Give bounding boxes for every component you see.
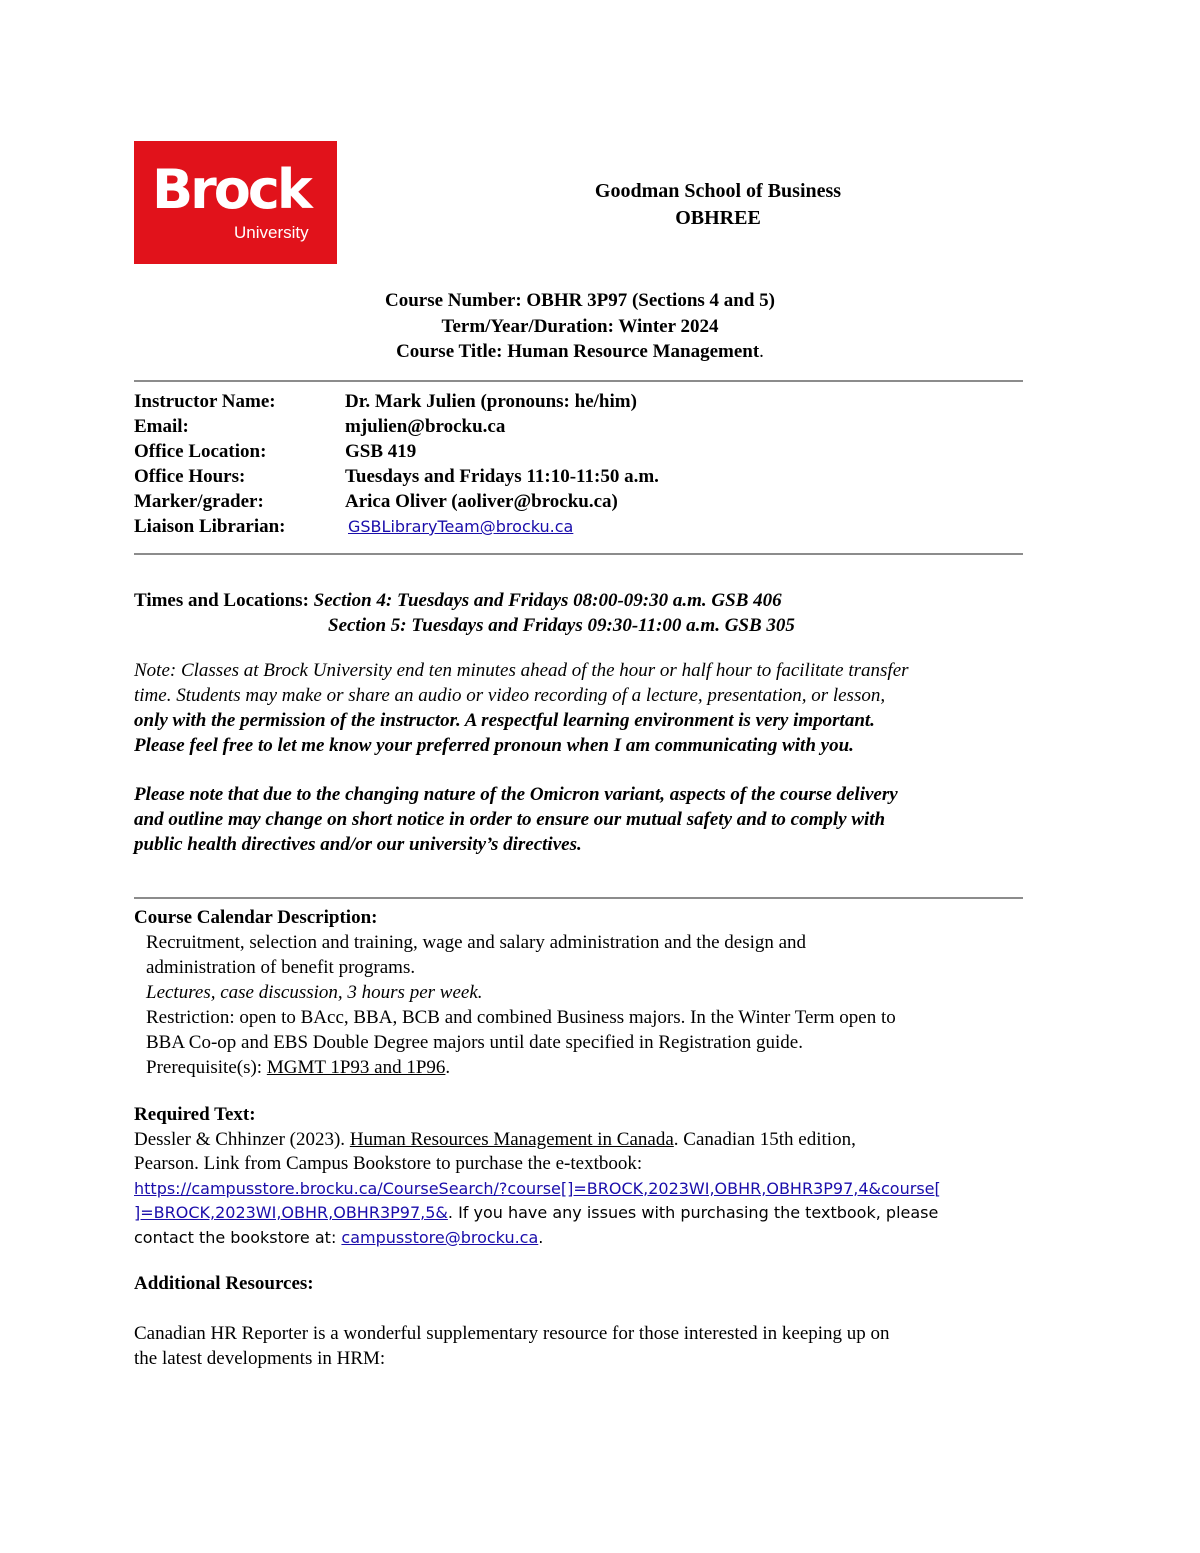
- omicron-line: Please note that due to the changing nature of the Omicron variant, aspects of the course delivery: [134, 784, 898, 805]
- course-header: [300, 288, 860, 365]
- omicron-notice: [134, 782, 1034, 857]
- bookstore-link-continued[interactable]: ]=BROCK,2023WI,OBHR,OBHR3P97,5&: [134, 1203, 448, 1222]
- additional-heading: Additional Resources:: [134, 1273, 314, 1294]
- required-heading: Required Text:: [134, 1104, 256, 1125]
- required-text: [134, 1103, 941, 1250]
- info-row-instructor: [134, 389, 659, 414]
- info-row-marker: [134, 489, 659, 514]
- divider-top: [134, 380, 1023, 382]
- omicron-line: and outline may change on short notice in order to ensure our mutual safety and to comply with: [134, 809, 886, 830]
- school-name: Goodman School of Business: [594, 180, 842, 202]
- recording-note: [134, 658, 1034, 758]
- info-label: Email:: [134, 416, 189, 437]
- course-number-line: [300, 288, 860, 314]
- contact-end: .: [538, 1227, 544, 1247]
- note-line: Please feel free to let me know your preferred pronoun when I am communicating with you.: [134, 735, 854, 756]
- info-value: Tuesdays and Fridays 11:10-11:50 a.m.: [345, 466, 659, 487]
- note-line: only with the permission of the instructor. A respectful learning environment is very important.: [134, 710, 875, 731]
- course-title-value: Human Resource Management: [507, 341, 760, 362]
- info-value: Dr. Mark Julien (pronouns: he/him): [345, 391, 637, 412]
- contact-text: contact the bookstore at:: [134, 1227, 337, 1247]
- school-header: [560, 178, 876, 232]
- required-line: Pearson. Link from Campus Bookstore to purchase the e-textbook:: [134, 1153, 643, 1174]
- librarian-email-link[interactable]: GSBLibraryTeam@brocku.ca: [348, 517, 574, 536]
- spacer: [134, 1296, 890, 1321]
- logo-subtitle: University: [234, 223, 309, 242]
- omicron-line: public health directives and/or our university’s directives.: [134, 834, 582, 855]
- calendar-line: Recruitment, selection and training, wage and salary administration and the design and: [146, 932, 807, 953]
- bookstore-link[interactable]: https://campusstore.brocku.ca/CourseSearch/?course[]=BROCK,2023WI,OBHR,OBHR3P97,4&course[: [134, 1178, 941, 1198]
- section5-schedule: Section 5: Tuesdays and Fridays 09:30-11:00 a.m. GSB 305: [328, 615, 795, 636]
- info-row-librarian: [134, 514, 659, 539]
- note-line: time. Students may make or share an audio or video recording of a lecture, presentation, or lesson,: [134, 685, 886, 706]
- course-title-period: .: [759, 341, 764, 362]
- contact-line: [134, 1226, 941, 1251]
- info-row-office-hours: [134, 464, 659, 489]
- brock-university-logo: [134, 141, 337, 264]
- times-label: Times and Locations:: [134, 590, 309, 611]
- calendar-line: Lectures, case discussion, 3 hours per week.: [146, 982, 483, 1003]
- divider-lower: [134, 897, 1023, 899]
- info-value: mjulien@brocku.ca: [345, 416, 506, 437]
- course-term-value: Winter 2024: [618, 315, 719, 337]
- required-url-line: [134, 1177, 941, 1202]
- info-value: Arica Oliver (aoliver@brocku.ca): [345, 491, 618, 512]
- bookstore-email-link[interactable]: campusstore@brocku.ca: [341, 1227, 539, 1247]
- calendar-heading: Course Calendar Description:: [134, 907, 378, 928]
- info-label: Marker/grader:: [134, 491, 264, 512]
- course-title-line: [300, 339, 860, 365]
- info-row-email: [134, 414, 659, 439]
- department-name: OBHREE: [675, 207, 761, 229]
- info-label: Instructor Name:: [134, 391, 276, 412]
- logo-wordmark: Brock: [152, 158, 310, 221]
- additional-line: Canadian HR Reporter is a wonderful supplementary resource for those interested in keeping up on: [134, 1323, 890, 1344]
- calendar-line: BBA Co-op and EBS Double Degree majors until date specified in Registration guide.: [146, 1032, 803, 1053]
- calendar-line: administration of benefit programs.: [146, 957, 416, 978]
- additional-resources: [134, 1271, 890, 1371]
- prereq-end: .: [445, 1057, 451, 1078]
- divider-middle: [134, 553, 1023, 555]
- course-term-line: [300, 314, 860, 340]
- info-label: Office Location:: [134, 441, 267, 462]
- prerequisite-line: [134, 1055, 896, 1080]
- instructor-info: [134, 389, 659, 539]
- textbook-title: Human Resources Management in Canada: [349, 1128, 674, 1150]
- info-value: GSB 419: [345, 441, 417, 462]
- times-row-section4: [134, 588, 795, 613]
- required-line: [134, 1128, 941, 1153]
- prereq-label: Prerequisite(s):: [146, 1057, 263, 1078]
- required-url-line: [134, 1201, 941, 1226]
- textbook-author: Dessler & Chhinzer (2023).: [134, 1128, 346, 1150]
- course-number-value: OBHR 3P97 (Sections 4 and 5): [526, 290, 776, 311]
- section4-schedule: Section 4: Tuesdays and Fridays 08:00-09:30 a.m. GSB 406: [313, 590, 782, 611]
- course-term-label: Term/Year/Duration:: [441, 315, 614, 337]
- times-and-locations: [134, 588, 795, 638]
- after-url-text: . If you have any issues with purchasing the textbook, please: [447, 1203, 939, 1222]
- course-calendar-description: [134, 905, 896, 1080]
- info-label: Liaison Librarian:: [134, 516, 286, 537]
- course-title-label: Course Title:: [396, 341, 503, 362]
- textbook-edition: . Canadian 15th edition,: [673, 1128, 856, 1150]
- info-row-office-location: [134, 439, 659, 464]
- info-label: Office Hours:: [134, 466, 246, 487]
- additional-line: the latest developments in HRM:: [134, 1348, 386, 1369]
- prereq-courses: MGMT 1P93 and 1P96: [266, 1057, 446, 1078]
- course-number-label: Course Number:: [384, 290, 522, 311]
- note-line: Note: Classes at Brock University end ten minutes ahead of the hour or half hour to facilitate transfer: [134, 660, 909, 681]
- calendar-line: Restriction: open to BAcc, BBA, BCB and combined Business majors. In the Winter Term open to: [146, 1007, 896, 1028]
